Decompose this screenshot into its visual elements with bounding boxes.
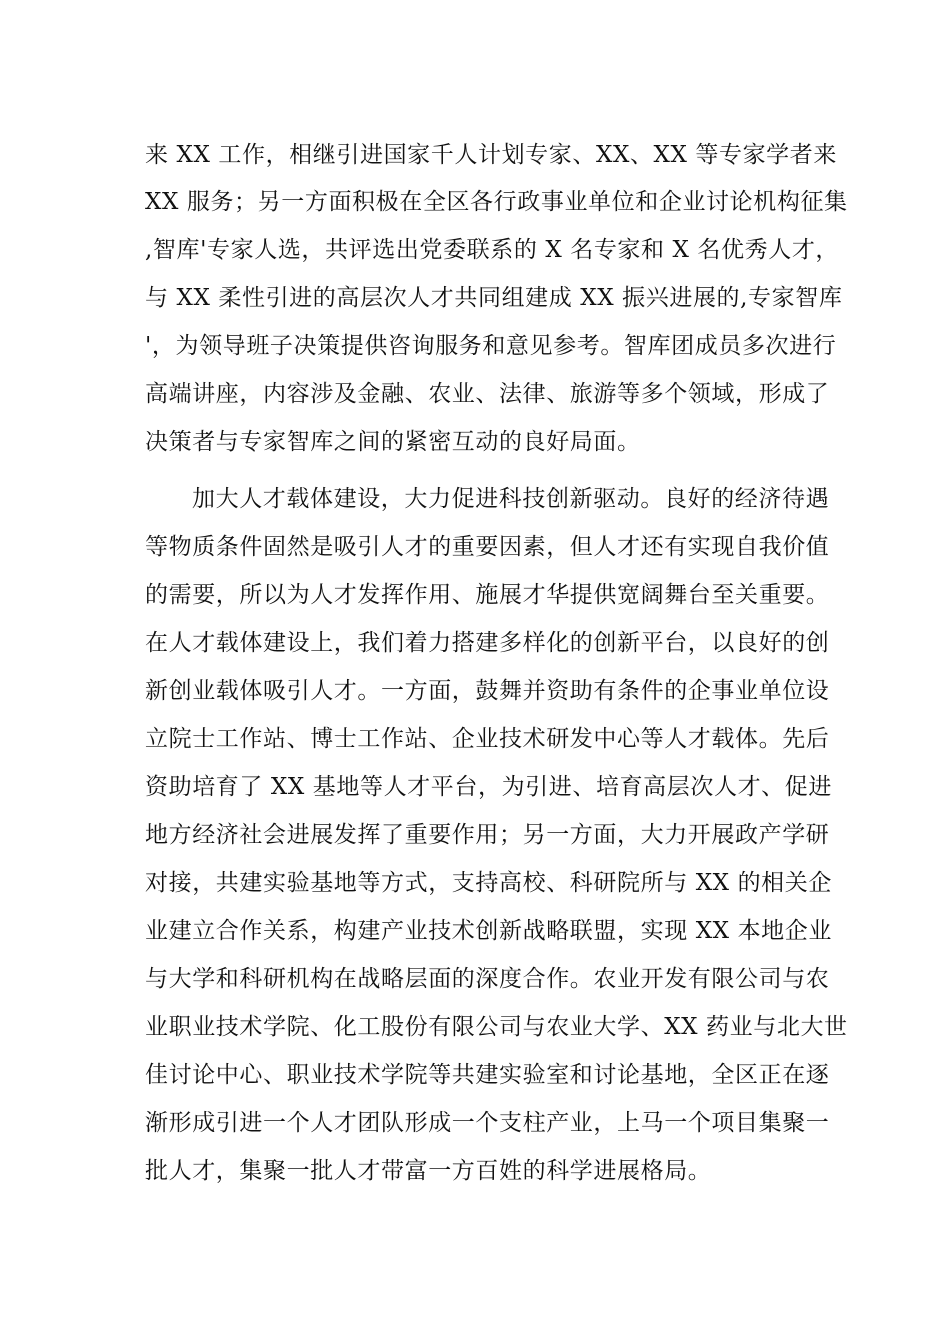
- paragraph-1-line-6: 高端讲座，内容涉及金融、农业、法律、旅游等多个领域，形成了: [145, 381, 830, 407]
- paragraph-2-line-10: 业建立合作关系，构建产业技术创新战略联盟，实现 XX 本地企业: [145, 918, 832, 944]
- paragraph-2-line-5: 新创业载体吸引人才。一方面，鼓舞并资助有条件的企事业单位设: [145, 678, 830, 704]
- paragraph-2-line-9: 对接，共建实验基地等方式，支持高校、科研院所与 XX 的相关企: [145, 870, 832, 896]
- paragraph-1-line-2: XX 服务；另一方面积极在全区各行政事业单位和企业讨论机构征集: [145, 189, 848, 215]
- paragraph-2-line-4: 在人才载体建设上，我们着力搭建多样化的创新平台，以良好的创: [145, 630, 830, 656]
- paragraph-1-line-7: 决策者与专家智库之间的紧密互动的良好局面。: [145, 429, 641, 455]
- paragraph-2-line-11: 与大学和科研机构在战略层面的深度合作。农业开发有限公司与农: [145, 966, 830, 992]
- paragraph-1-line-3: ,智库'专家人选，共评选出党委联系的 X 名专家和 X 名优秀人才，: [145, 237, 840, 263]
- paragraph-2-line-6: 立院士工作站、博士工作站、企业技术研发中心等人才载体。先后: [145, 726, 830, 752]
- paragraph-1-line-4: 与 XX 柔性引进的高层次人才共同组建成 XX 振兴进展的,专家智库: [145, 285, 843, 311]
- paragraph-2-line-3: 的需要，所以为人才发挥作用、施展才华提供宽阔舞台至关重要。: [145, 582, 830, 608]
- paragraph-2-line-12: 业职业技术学院、化工股份有限公司与农业大学、XX 药业与北大世: [145, 1014, 848, 1040]
- paragraph-2-line-8: 地方经济社会进展发挥了重要作用；另一方面，大力开展政产学研: [145, 822, 830, 848]
- paragraph-2-line-7: 资助培育了 XX 基地等人才平台，为引进、培育高层次人才、促进: [145, 774, 832, 800]
- paragraph-1-line-5: '，为领导班子决策提供咨询服务和意见参考。智库团成员多次进行: [145, 333, 837, 359]
- paragraph-2-line-14: 渐形成引进一个人才团队形成一个支柱产业，上马一个项目集聚一: [145, 1110, 830, 1136]
- paragraph-2-line-13: 佳讨论中心、职业技术学院等共建实验室和讨论基地，全区正在逐: [145, 1062, 830, 1088]
- paragraph-2-line-15: 批人才，集聚一批人才带富一方百姓的科学进展格局。: [145, 1158, 712, 1184]
- paragraph-2-line-2: 等物质条件固然是吸引人才的重要因素，但人才还有实现自我价值: [145, 534, 830, 560]
- paragraph-1-line-1: 来 XX 工作，相继引进国家千人计划专家、XX、XX 等专家学者来: [145, 142, 837, 168]
- paragraph-2-line-1: 加大人才载体建设，大力促进科技创新驱动。良好的经济待遇: [192, 486, 830, 512]
